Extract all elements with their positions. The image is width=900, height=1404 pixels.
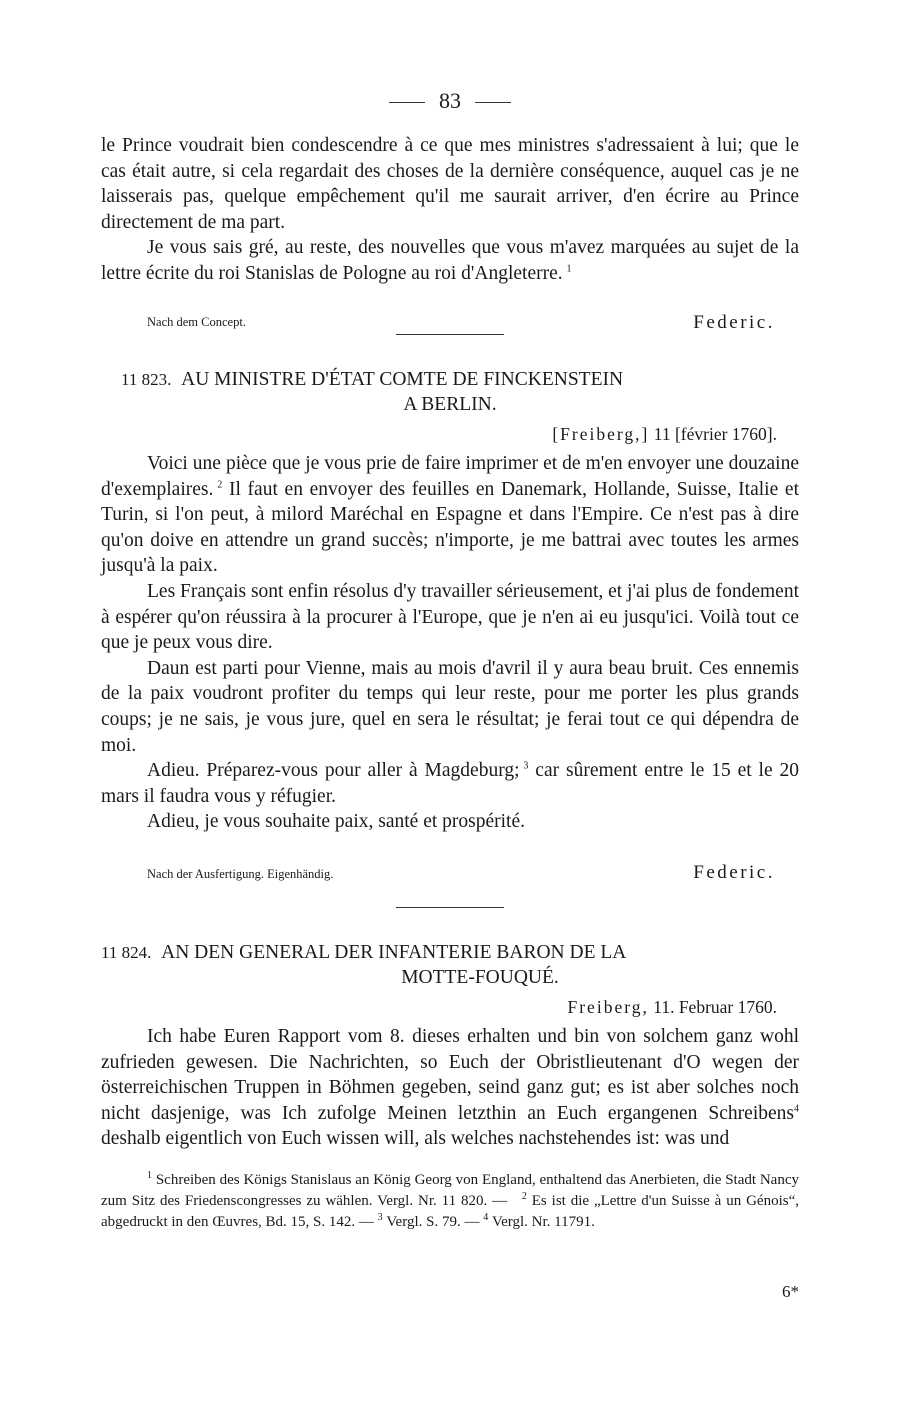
letter-11823-source: Nach der Ausfertigung. Eigenhändig.	[147, 867, 334, 881]
letter-11824-place: Freiberg,	[567, 997, 649, 1017]
footnote-ref-4: 4	[794, 1103, 799, 1115]
header-rule-left	[389, 102, 425, 103]
letter-11823-para-2: Les Français sont enfin résolus d'y travailler sérieusement, et j'ai plus de fondement à espérer qu'on réussira à la procurer à l'Europe, que je n'en ai eu jusqu'ici. Voilà tout ce que je peux vous dire.	[101, 580, 799, 654]
letter-11824-dateline	[568, 997, 778, 1018]
letter-11823-dateline	[552, 424, 777, 445]
header-rule-right	[475, 102, 511, 103]
letter-11823-signature-row	[101, 862, 799, 886]
letter-11824-heading	[101, 940, 799, 990]
letter-11824-body	[101, 1024, 799, 1152]
footnote-2: Es ist die „Lettre d'un Suisse à un Génois“, abgedruckt in den Œuvres, Bd. 15, S. 142. —	[101, 1193, 800, 1230]
footnote-1-mark: 1	[147, 1170, 152, 1181]
footnote-3: Vergl. S. 79. —	[386, 1214, 480, 1230]
letter-11823-date: 11 [février 1760].	[653, 424, 777, 444]
letter-11823-number: 11 823.	[121, 370, 172, 389]
letter-11823-para-1	[101, 451, 799, 579]
section-divider	[396, 334, 504, 335]
letter-prev-para-2	[101, 235, 799, 286]
letter-11824-para-1	[101, 1024, 799, 1152]
letter-11823-signature: Federic.	[693, 862, 775, 883]
letter-prev-para-1: le Prince voudrait bien condescendre à ce que mes ministres s'adressaient à lui; que le cas était autre, si cela regardait des choses de la dernière conséquence, auquel cas je ne laisserais pas, quelque empêchement qu'il me saurait arriver, d'en écrire au Prince directement de ma part.	[101, 135, 799, 233]
letter-11824-title-line-1: AN DEN GENERAL DER INFANTERIE BARON DE LA	[161, 942, 627, 963]
letter-11823-title-line-1: AU MINISTRE D'ÉTAT COMTE DE FINCKENSTEIN	[181, 369, 624, 390]
letter-11823-para-5: Adieu, je vous souhaite paix, santé et prospérité.	[147, 811, 525, 833]
footnote-3-mark: 3	[377, 1212, 383, 1223]
letter-prev-body	[101, 133, 799, 287]
footnote-ref-2: 2	[217, 479, 223, 491]
page-header	[101, 88, 799, 114]
footnotes	[101, 1170, 799, 1233]
letter-11823-title-line-2: A BERLIN.	[403, 394, 497, 415]
footnote-4: Vergl. Nr. 11791.	[491, 1214, 595, 1230]
letter-11823-body	[101, 451, 799, 835]
letter-11824-title-line-2: MOTTE-FOUQUÉ.	[401, 967, 559, 988]
letter-11823-place: [Freiberg,]	[552, 424, 650, 444]
footnote-1: Schreiben des Königs Stanislaus an König Georg von England, enthaltend das Anerbieten, die Stadt Nancy zum Sitz des Friedenscongresses zu wählen. Vergl. Nr. 11 820. —	[101, 1172, 799, 1209]
letter-11823-para-4	[101, 758, 799, 809]
letter-prev-source: Nach dem Concept.	[147, 315, 246, 329]
footnote-ref-3: 3	[523, 760, 529, 772]
letter-prev-para-2-text: Je vous sais gré, au reste, des nouvelles que vous m'avez marquées au sujet de la lettre écrite du roi Stanislas de Pologne au roi d'Angleterre.	[101, 237, 799, 284]
letter-11823-para-4b: car sûrement entre le 15 et le 20 mars il faudra vous y réfugier.	[101, 760, 799, 807]
letter-11823-para-3: Daun est parti pour Vienne, mais au mois d'avril il y aura beau bruit. Ces ennemis de la paix voudront profiter du temps qui leur reste, pour me porter les plus grands coups; je ne sais, je vous jure, quel en sera le résultat; je ferai tout ce qui dépendra de moi.	[101, 657, 799, 756]
footnote-4-mark: 4	[483, 1212, 489, 1223]
letter-11824-number: 11 824.	[101, 943, 152, 962]
footnote-ref-1: 1	[566, 263, 572, 275]
footnote-2-mark: 2	[521, 1191, 527, 1202]
page-number: 83	[439, 88, 461, 113]
letter-11823-para-1a: Voici une pièce que je vous prie de faire imprimer et de m'en envoyer une douzaine d'exemplaires.	[101, 453, 799, 500]
letter-11823-para-1b: Il faut en envoyer des feuilles en Danemark, Hollande, Suisse, Italie et Turin, si l'on peut, à milord Maréchal en Espagne et dans l'Empire. Ce n'est pas à dire qu'on doive en attendre un grand succès; n'importe, je me battrai avec toutes les armes jusqu'à la paix.	[101, 478, 799, 577]
letter-prev-signature: Federic.	[693, 312, 775, 333]
letter-prev-signature-row	[101, 312, 799, 336]
footnote-block	[101, 1170, 799, 1233]
letter-11824-para-1b: deshalb eigentlich von Euch wissen will, als welches nachstehendes ist: was und	[101, 1128, 730, 1150]
letter-11824-date: 11. Februar 1760.	[653, 997, 777, 1017]
letter-11823-para-4a: Adieu. Préparez-vous pour aller à Magdeburg;	[147, 760, 520, 782]
signature-mark: 6*	[782, 1282, 799, 1301]
letter-11824-para-1a: Ich habe Euren Rapport vom 8. dieses erhalten und bin von solchem ganz wohl zufrieden gewesen. Die Nachrichten, so Euch der Obristlieutenant d'O wegen der österreichischen Truppen in Böhmen gegeben, seind ganz gut; es ist aber solches noch nicht dasjenige, was Ich zufolge Meinen letzthin an Euch ergangenen Schreibens	[101, 1026, 799, 1124]
section-divider-2	[396, 907, 504, 908]
letter-11823-heading	[101, 367, 799, 417]
